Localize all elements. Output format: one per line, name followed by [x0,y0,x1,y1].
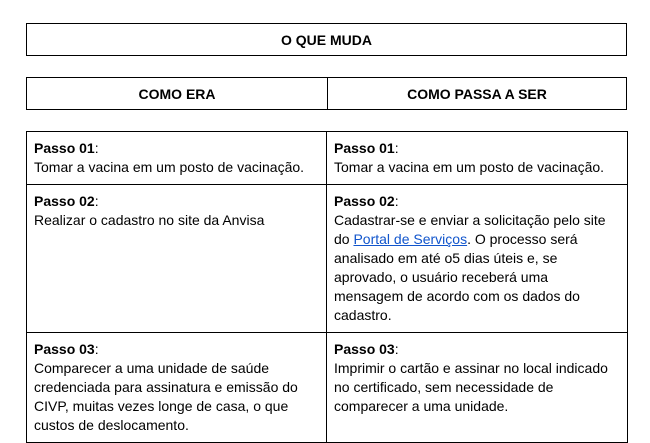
step-colon: : [394,193,399,209]
step-colon: : [94,341,99,357]
header-before-label: COMO ERA [138,85,216,102]
step-colon: : [94,193,99,209]
step-title: Passo 01 [334,140,395,156]
column-headers [26,77,627,110]
step-text: Realizar o cadastro no site da Anvisa [34,212,265,228]
table-row [27,333,628,443]
page-title: O QUE MUDA [281,31,372,48]
step-title: Passo 02 [34,193,95,209]
cell-after [327,185,628,333]
header-after-label: COMO PASSA A SER [407,85,547,102]
table-row [27,132,628,185]
header-before [27,78,328,109]
cell-before [27,185,327,333]
step-colon: : [394,341,399,357]
table-row [27,185,628,333]
step-title: Passo 01 [34,140,95,156]
cell-after [327,132,628,185]
step-colon: : [394,140,399,156]
cell-before [27,132,327,185]
portal-de-servicos-link[interactable]: Portal de Serviços [353,231,468,247]
step-text: Comparecer a uma unidade de saúde credenciada para assinatura e emissão do CIVP, muitas vezes longe de casa, o que custos de deslocamento. [34,360,298,433]
step-text: Imprimir o cartão e assinar no local indicado no certificado, sem necessidade de comparecer a uma unidade. [334,360,608,414]
cell-after [327,333,628,443]
step-text: Tomar a vacina em um posto de vacinação. [334,159,605,175]
step-text-after: . O processo será analisado em até o5 dias úteis e, se aprovado, o usuário receberá uma mensagem de acordo com os dados do cadastro. [334,231,580,323]
cell-before [27,333,327,443]
step-title: Passo 03 [34,341,95,357]
steps-table [26,131,628,443]
step-colon: : [94,140,99,156]
step-text-before: Cadastrar-se e enviar a solicitação pelo site do [334,212,606,247]
title-box [26,23,627,56]
header-after [328,78,626,109]
step-title: Passo 03 [334,341,395,357]
step-text: Tomar a vacina em um posto de vacinação. [34,159,305,175]
step-title: Passo 02 [334,193,395,209]
